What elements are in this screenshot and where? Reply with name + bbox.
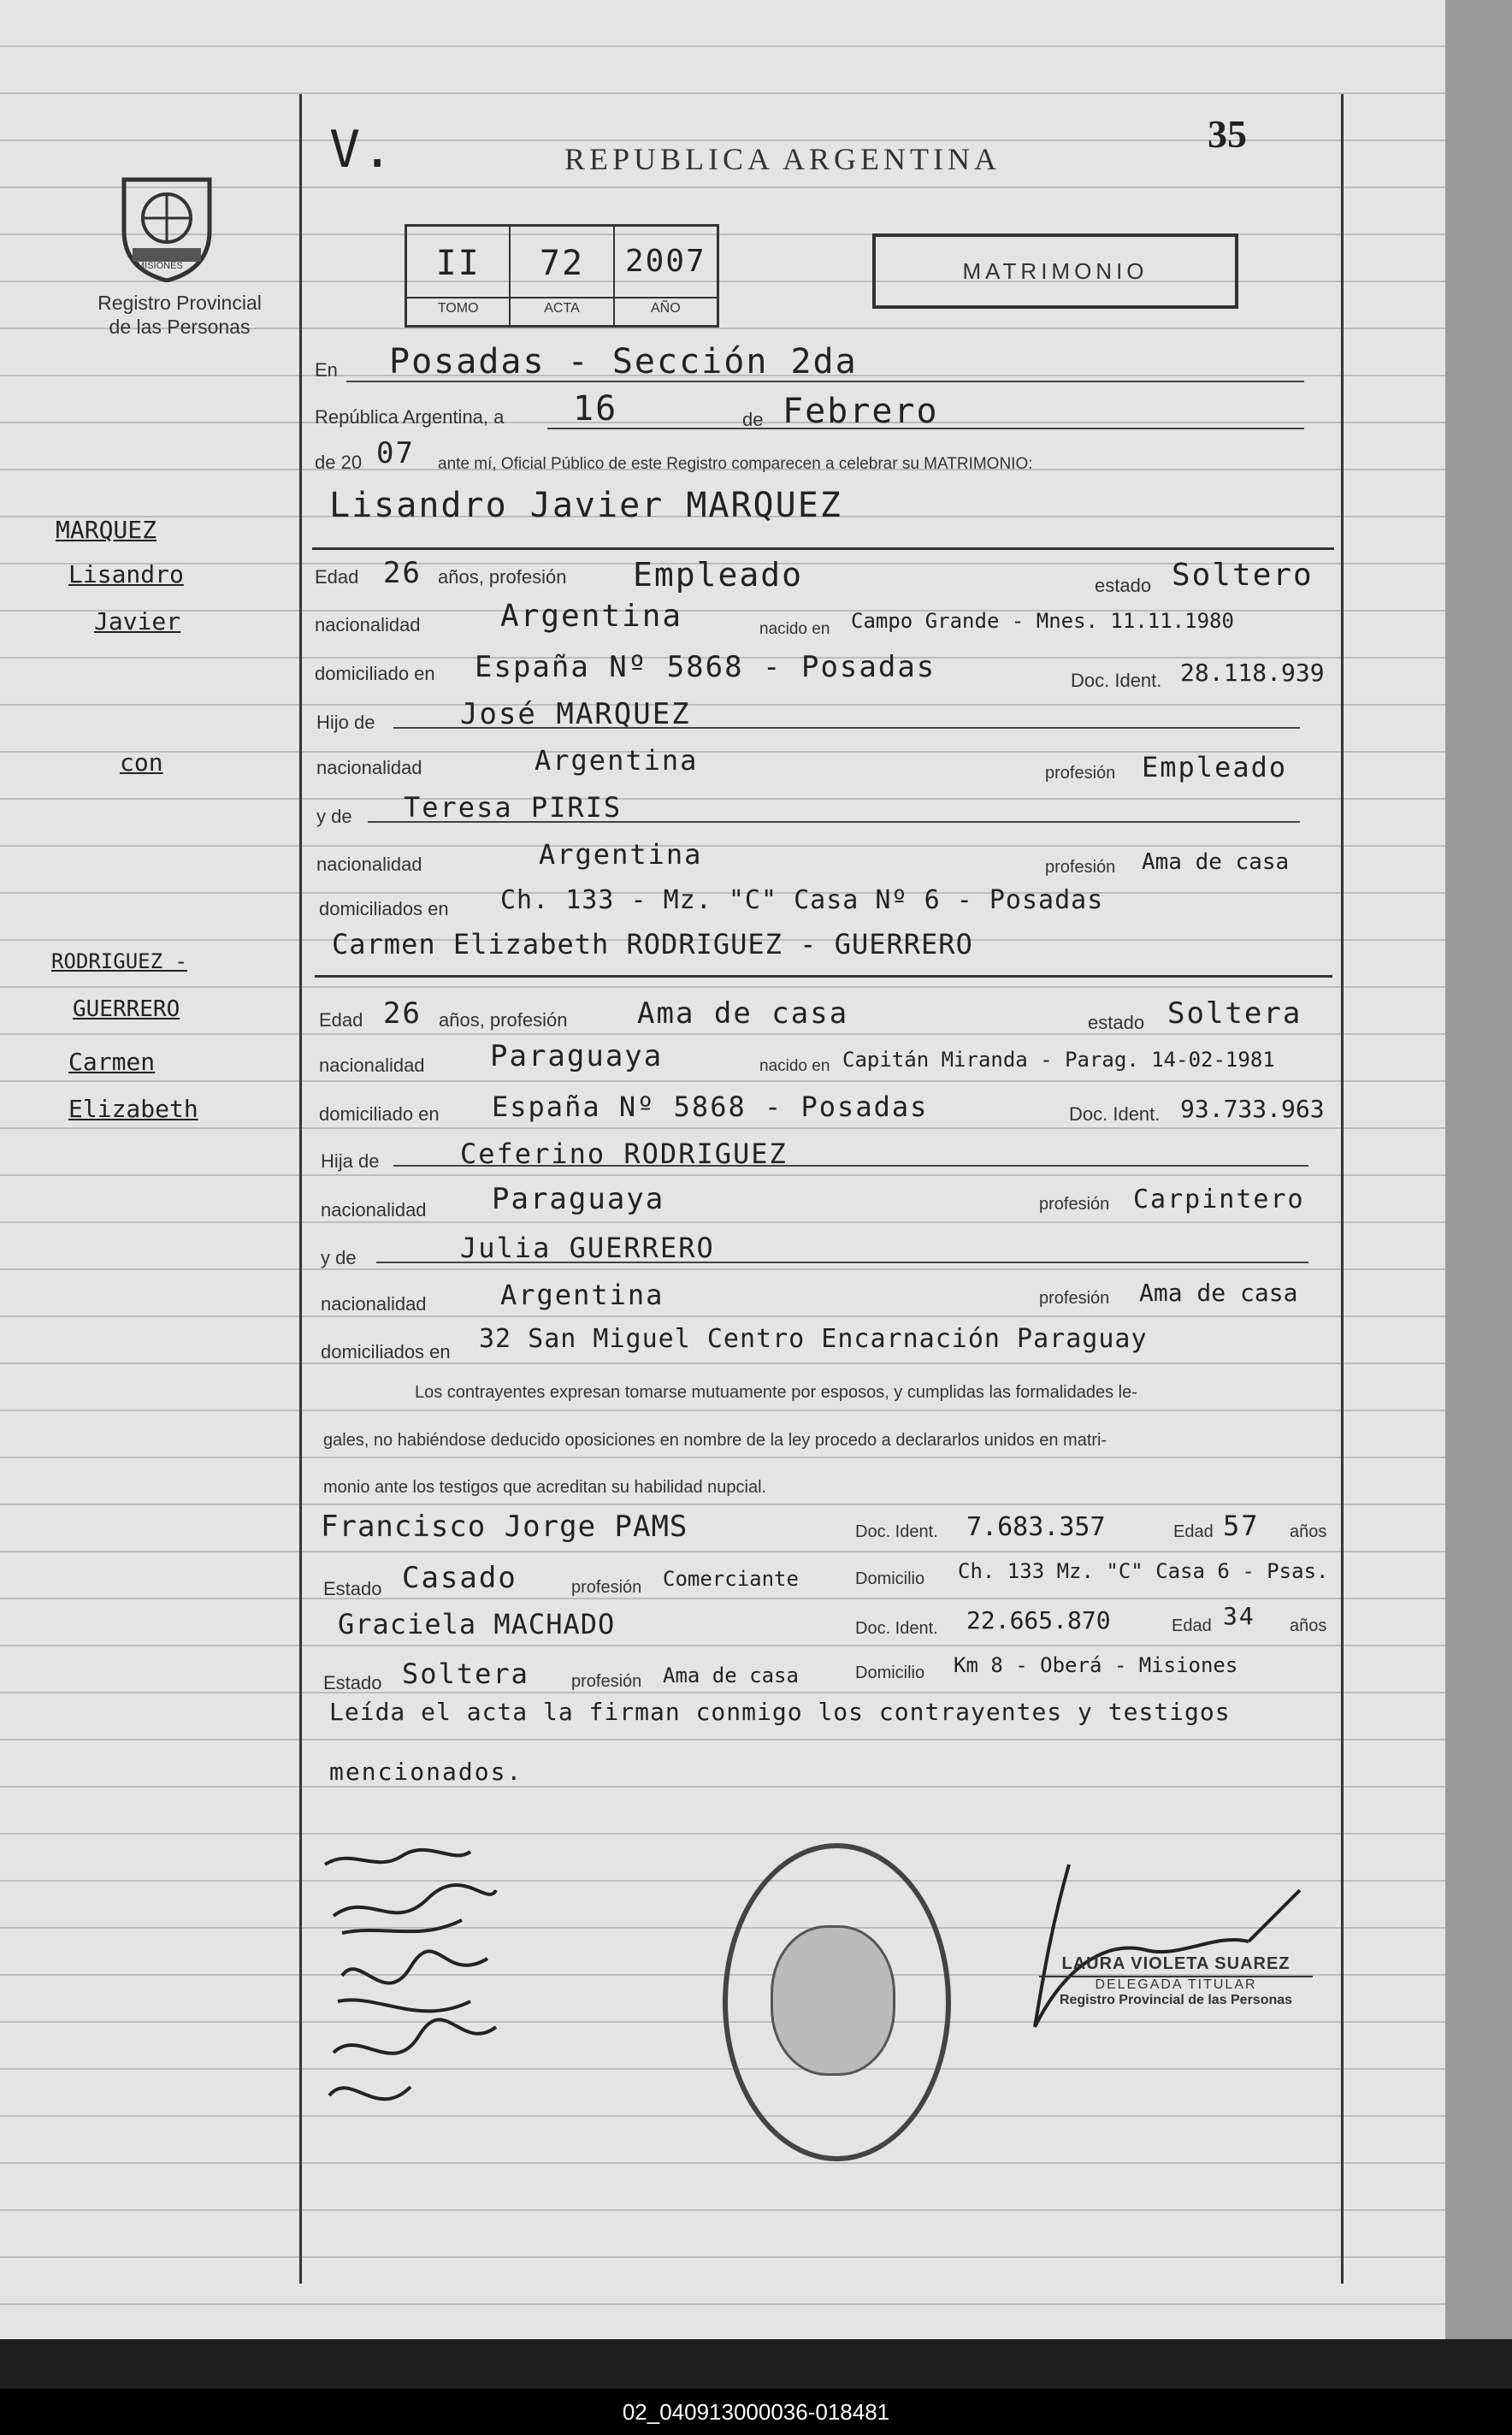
ano-label: AÑO [615,297,717,316]
bride-nac-label: nacionalidad [319,1055,425,1076]
bride-mother: Julia GUERRERO [460,1232,715,1264]
de-label: de [742,409,764,430]
witness1-prof-label: profesión [571,1578,642,1597]
groom-father-nac: Argentina [535,744,699,777]
witness1-estado-label: Estado [323,1578,382,1599]
officer-title: DELEGADA TITULAR [1039,1976,1313,1993]
tomo-box [407,227,511,325]
margin-divider [299,94,302,2284]
bride-mother-nac: Argentina [500,1279,664,1311]
year-suffix: 07 [376,436,415,470]
registry-seal-icon [723,1843,951,2161]
bride-mother-prof: Ama de casa [1139,1279,1298,1307]
witness1-anos-label: años [1290,1522,1327,1541]
tomo-label: TOMO [407,297,509,316]
witness2-prof-label: profesión [571,1672,642,1691]
margin-con: con [120,748,163,777]
tomo-value: II [435,244,481,283]
margin-groom-given1: Lisandro [68,560,184,588]
tomo-acta-ano-boxes [405,224,719,328]
groom-mother-prof: Ama de casa [1142,849,1290,875]
groom-mother-prof-label: profesión [1045,858,1116,877]
bride-father-nac: Paraguaya [492,1182,665,1216]
groom-mother: Teresa PIRIS [404,791,623,824]
groom-yde-label: y de [316,806,352,827]
groom-age: 26 [383,556,422,590]
groom-address: España Nº 5868 - Posadas [475,650,936,684]
witness2-anos-label: años [1290,1616,1327,1635]
country-title: REPUBLICA ARGENTINA [564,142,1001,176]
groom-mother-nac-label: nacionalidad [316,854,422,875]
officer-stamp [1039,1954,1313,2008]
margin-bride-surname1: RODRIGUEZ - [51,949,187,973]
acta-value: 72 [539,244,585,283]
declaration-line-3: monio ante los testigos que acreditan su habilidad nupcial. [323,1478,767,1497]
witness2-dom-label: Domicilio [855,1664,925,1682]
bride-estado: Soltera [1167,996,1302,1031]
initial-mark: V. [329,120,395,180]
groom-dom-label: domiciliado en [315,663,435,684]
groom-doc: 28.118.939 [1180,659,1325,687]
groom-father-nac-label: nacionalidad [316,757,422,778]
groom-edad-label: Edad [315,566,359,588]
witness2-domicilio: Km 8 - Oberá - Misiones [954,1653,1238,1677]
margin-bride-surname2: GUERRERO [73,996,180,1022]
day-value: 16 [573,389,618,428]
witness1-domicilio: Ch. 133 Mz. "C" Casa 6 - Psas. [958,1559,1329,1583]
margin-groom-surname: MARQUEZ [56,516,157,544]
margin-bride-given2: Elizabeth [68,1095,198,1123]
groom-nacido-label: nacido en [759,620,830,638]
acta-label: ACTA [511,297,612,316]
groom-estado: Soltero [1172,558,1314,593]
doc-type: MATRIMONIO [962,258,1149,284]
signatures-left [316,1839,522,2134]
ano-box [615,227,717,325]
ano-value: 2007 [624,244,706,279]
witness1-edad-label: Edad [1173,1522,1214,1541]
groom-father-prof: Empleado [1142,751,1288,783]
witness1-estado: Casado [402,1561,517,1595]
bride-address: España Nº 5868 - Posadas [492,1090,929,1123]
groom-nac-label: nacionalidad [315,614,421,635]
groom-doc-label: Doc. Ident. [1071,670,1162,691]
bride-dom-label: domiciliado en [319,1103,440,1125]
groom-birth: Campo Grande - Mnes. 11.11.1980 [851,609,1234,633]
groom-parents-address: Ch. 133 - Mz. "C" Casa Nº 6 - Posadas [500,885,1104,915]
document-id-footer: 02_040913000036-018481 [0,2389,1512,2435]
crest-text: MISIONES [137,261,183,271]
right-divider [1341,94,1344,2284]
bride-name: Carmen Elizabeth RODRIGUEZ - GUERRERO [332,928,973,960]
bride-edad-label: Edad [319,1009,363,1031]
bride-yde-label: y de [321,1247,357,1268]
officer-text: ante mí, Oficial Público de este Registro comparecen a celebrar su MATRIMONIO: [438,455,1033,473]
bride-parents-address: 32 San Miguel Centro Encarnación Paraguay [479,1324,1148,1354]
witness2-profession: Ama de casa [663,1664,799,1687]
closing-line-2: mencionados. [329,1758,523,1786]
bride-age: 26 [383,996,422,1031]
witness1-profession: Comerciante [663,1567,799,1591]
witness2-estado: Soltera [402,1658,529,1690]
year-prefix: de 20 [315,452,363,473]
bride-mother-nac-label: nacionalidad [321,1293,427,1315]
page-edge [1445,0,1512,2339]
officer-org: Registro Provincial de las Personas [1059,1993,1293,2007]
doc-type-box [872,233,1238,309]
bride-father-prof: Carpintero [1133,1185,1305,1215]
en-label: En [315,359,338,381]
bride-parents-dom-label: domiciliados en [321,1341,451,1362]
groom-nationality: Argentina [500,599,683,634]
groom-father: José MARQUEZ [460,697,691,731]
bride-doc-label: Doc. Ident. [1069,1103,1161,1125]
witness2-edad-label: Edad [1172,1616,1212,1635]
bride-prof-label: años, profesión [439,1009,568,1031]
month-value: Febrero [783,392,939,431]
bride-nacido-label: nacido en [759,1057,830,1075]
groom-parents-dom-label: domiciliados en [319,898,449,919]
bride-father-prof-label: profesión [1039,1195,1110,1214]
groom-mother-nac: Argentina [539,838,703,871]
bride-birth: Capitán Miranda - Parag. 14-02-1981 [842,1048,1275,1072]
declaration-line-1: Los contrayentes expresan tomarse mutuamente por esposos, y cumplidas las formalidades le- [415,1383,1137,1402]
groom-profession: Empleado [633,556,804,594]
bride-father-nac-label: nacionalidad [321,1199,427,1220]
witness1-doc: 7.683.357 [966,1512,1106,1542]
bride-mother-prof-label: profesión [1039,1289,1110,1308]
bride-hija-label: Hija de [321,1150,380,1172]
groom-name: Lisandro Javier MARQUEZ [329,486,842,525]
witness1-edad: 57 [1223,1510,1260,1542]
registry-name: Registro Provincial de las Personas [97,292,262,338]
witness2-estado-label: Estado [323,1672,382,1693]
bride-father: Ceferino RODRIGUEZ [460,1138,788,1170]
rep-label: República Argentina, a [315,406,505,428]
page-number: 35 [1208,112,1247,156]
bride-profession: Ama de casa [637,996,849,1031]
bride-nationality: Paraguaya [490,1039,664,1073]
groom-father-prof-label: profesión [1045,764,1116,783]
closing-line-1: Leída el acta la firman conmigo los contrayentes y testigos [329,1698,1231,1726]
groom-estado-label: estado [1095,575,1152,596]
bride-estado-label: estado [1088,1012,1145,1033]
groom-hijo-label: Hijo de [316,712,375,733]
place-value: Posadas - Sección 2da [389,342,858,381]
witness1-name: Francisco Jorge PAMS [321,1510,688,1544]
groom-prof-label: años, profesión [438,566,567,588]
witness1-dom-label: Domicilio [855,1569,925,1588]
witness2-edad: 34 [1223,1602,1255,1630]
declaration-line-2: gales, no habiéndose deducido oposiciones en nombre de la ley procedo a declararlos unidos en matri- [323,1431,1107,1450]
witness1-doc-label: Doc. Ident. [855,1522,938,1541]
witness2-doc-label: Doc. Ident. [855,1619,938,1638]
officer-name: LAURA VIOLETA SUAREZ [1061,1954,1291,1973]
acta-box [511,227,614,325]
margin-groom-given2: Javier [94,607,181,635]
bride-doc: 93.733.963 [1180,1095,1325,1123]
witness2-doc: 22.665.870 [966,1606,1111,1634]
witness2-name: Graciela MACHADO [338,1608,616,1640]
margin-bride-given1: Carmen [68,1048,156,1076]
